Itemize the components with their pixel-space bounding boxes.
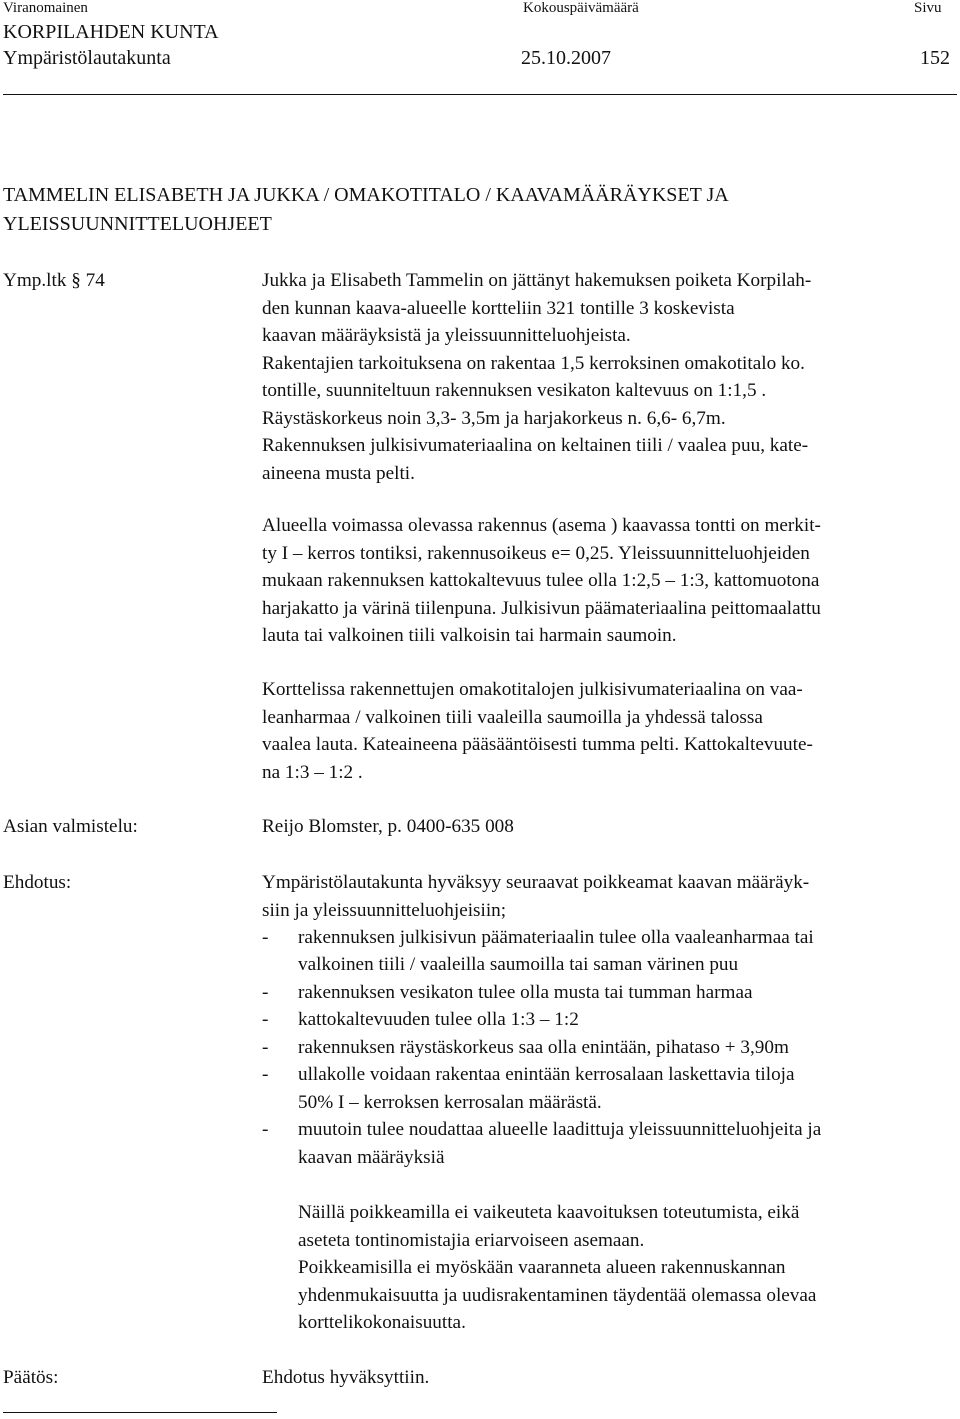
text-line: tontille, suunniteltuun rakennuksen vesikaton kaltevuus on 1:1,5 . <box>262 380 767 401</box>
document-title-line1: TAMMELIN ELISABETH JA JUKKA / OMAKOTITALO / KAAVAMÄÄRÄYKSET JA <box>3 184 729 206</box>
text-line: siin ja yleissuunnitteluohjeisiin; <box>262 899 507 921</box>
list-item: kattokaltevuuden tulee olla 1:3 – 1:2 <box>298 1009 579 1030</box>
text-line: na 1:3 – 1:2 . <box>262 761 363 783</box>
text-line: Ympäristölautakunta hyväksyy seuraavat poikkeamat kaavan määräyk- <box>262 872 810 893</box>
list-bullet: - <box>262 1037 269 1058</box>
list-item: rakennuksen vesikaton tulee olla musta tai tumman harmaa <box>298 982 753 1003</box>
preparation-label: Asian valmistelu: <box>3 816 138 837</box>
page-number: 152 <box>920 47 950 69</box>
text-line: den kunnan kaava-alueelle kortteliin 321 tontille 3 koskevista <box>262 297 735 319</box>
text-line: Räystäskorkeus noin 3,3- 3,5m ja harjakorkeus n. 6,6- 6,7m. <box>262 407 726 429</box>
text-line: vaalea lauta. Kateaineena pääsääntöisesti tumma pelti. Kattokaltevuute- <box>262 734 813 755</box>
list-item: ullakolle voidaan rakentaa enintään kerrosalaan laskettavia tiloja <box>298 1064 795 1085</box>
header-divider <box>3 94 957 95</box>
meeting-date: 25.10.2007 <box>521 47 611 69</box>
header-label-date: Kokouspäivämäärä <box>523 0 639 16</box>
list-bullet: - <box>262 1009 269 1030</box>
list-item: rakennuksen räystäskorkeus saa olla enintään, pihataso + 3,90m <box>298 1037 789 1058</box>
list-bullet: - <box>262 927 269 948</box>
text-line: aseteta tontinomistajia eriarvoiseen asemaan. <box>298 1229 645 1251</box>
section-reference <box>3 267 105 295</box>
list-bullet: - <box>262 982 269 1003</box>
list-item-continued: valkoinen tiili / vaaleilla saumoilla tai saman värinen puu <box>298 954 739 975</box>
text-line: aineena musta pelti. <box>262 462 415 484</box>
text-line: kaavan määräyksistä ja yleissuunnitteluohjeista. <box>262 325 631 346</box>
decision-label: Päätös: <box>3 1367 59 1388</box>
section-number: 74 <box>85 270 105 291</box>
text-line: yhdenmukaisuutta ja uudisrakentaminen täydentää olemassa olevaa <box>298 1284 817 1306</box>
committee-name: Ympäristölautakunta <box>3 47 171 69</box>
text-line: lauta tai valkoinen tiili valkoisin tai harmain saumoin. <box>262 625 677 646</box>
paragraph-block <box>262 676 813 786</box>
paragraph-application <box>262 267 811 487</box>
list-item-continued: 50% I – kerroksen kerrosalan määrästä. <box>298 1092 602 1113</box>
header-label-authority: Viranomainen <box>3 0 88 16</box>
paragraph-zoning <box>262 512 821 650</box>
proposal-label: Ehdotus: <box>3 872 72 893</box>
preparation-value: Reijo Blomster, p. 0400-635 008 <box>262 816 514 837</box>
decision-value: Ehdotus hyväksyttiin. <box>262 1367 430 1388</box>
proposal-closing-1 <box>298 1199 816 1337</box>
document-title-line2: YLEISSUUNNITTELUOHJEET <box>3 213 272 235</box>
list-item: rakennuksen julkisivun päämateriaalin tulee olla vaaleanharmaa tai <box>298 927 814 948</box>
text-line: Korttelissa rakennettujen omakotitalojen julkisivumateriaalina on vaa- <box>262 679 803 700</box>
text-line: Alueella voimassa olevassa rakennus (asema ) kaavassa tontti on merkit- <box>262 515 821 536</box>
authority-name: KORPILAHDEN KUNTA <box>3 21 219 43</box>
text-line: leanharmaa / valkoinen tiili vaaleilla saumoilla ja yhdessä talossa <box>262 706 763 728</box>
text-line: Jukka ja Elisabeth Tammelin on jättänyt hakemuksen poiketa Korpilah- <box>262 270 812 291</box>
text-line: Rakentajien tarkoituksena on rakentaa 1,5 kerroksinen omakotitalo ko. <box>262 352 805 374</box>
section-sign: § <box>71 270 81 291</box>
header-label-page: Sivu <box>914 0 942 16</box>
list-bullet: - <box>262 1119 269 1140</box>
text-line: harjakatto ja värinä tiilenpuna. Julkisivun päämateriaalina peittomaalattu <box>262 597 821 619</box>
text-line: Rakennuksen julkisivumateriaalina on keltainen tiili / vaalea puu, kate- <box>262 435 809 456</box>
text-line: Näillä poikkeamilla ei vaikeuteta kaavoituksen toteutumista, eikä <box>298 1202 800 1223</box>
text-line: Poikkeamisilla ei myöskään vaaranneta alueen rakennuskannan <box>298 1257 786 1278</box>
text-line: mukaan rakennuksen kattokaltevuus tulee olla 1:2,5 – 1:3, kattomuotona <box>262 570 820 591</box>
list-item: muutoin tulee noudattaa alueelle laadittuja yleissuunnitteluohjeita ja <box>298 1119 822 1140</box>
section-ref: Ymp.ltk <box>3 270 67 291</box>
signature-line <box>3 1412 277 1413</box>
list-item-continued: kaavan määräyksiä <box>298 1147 445 1168</box>
list-bullet: - <box>262 1064 269 1085</box>
text-line: korttelikokonaisuutta. <box>298 1312 466 1333</box>
text-line: ty I – kerros tontiksi, rakennusoikeus e= 0,25. Yleissuunnitteluohjeiden <box>262 542 810 564</box>
proposal-intro <box>262 869 809 924</box>
